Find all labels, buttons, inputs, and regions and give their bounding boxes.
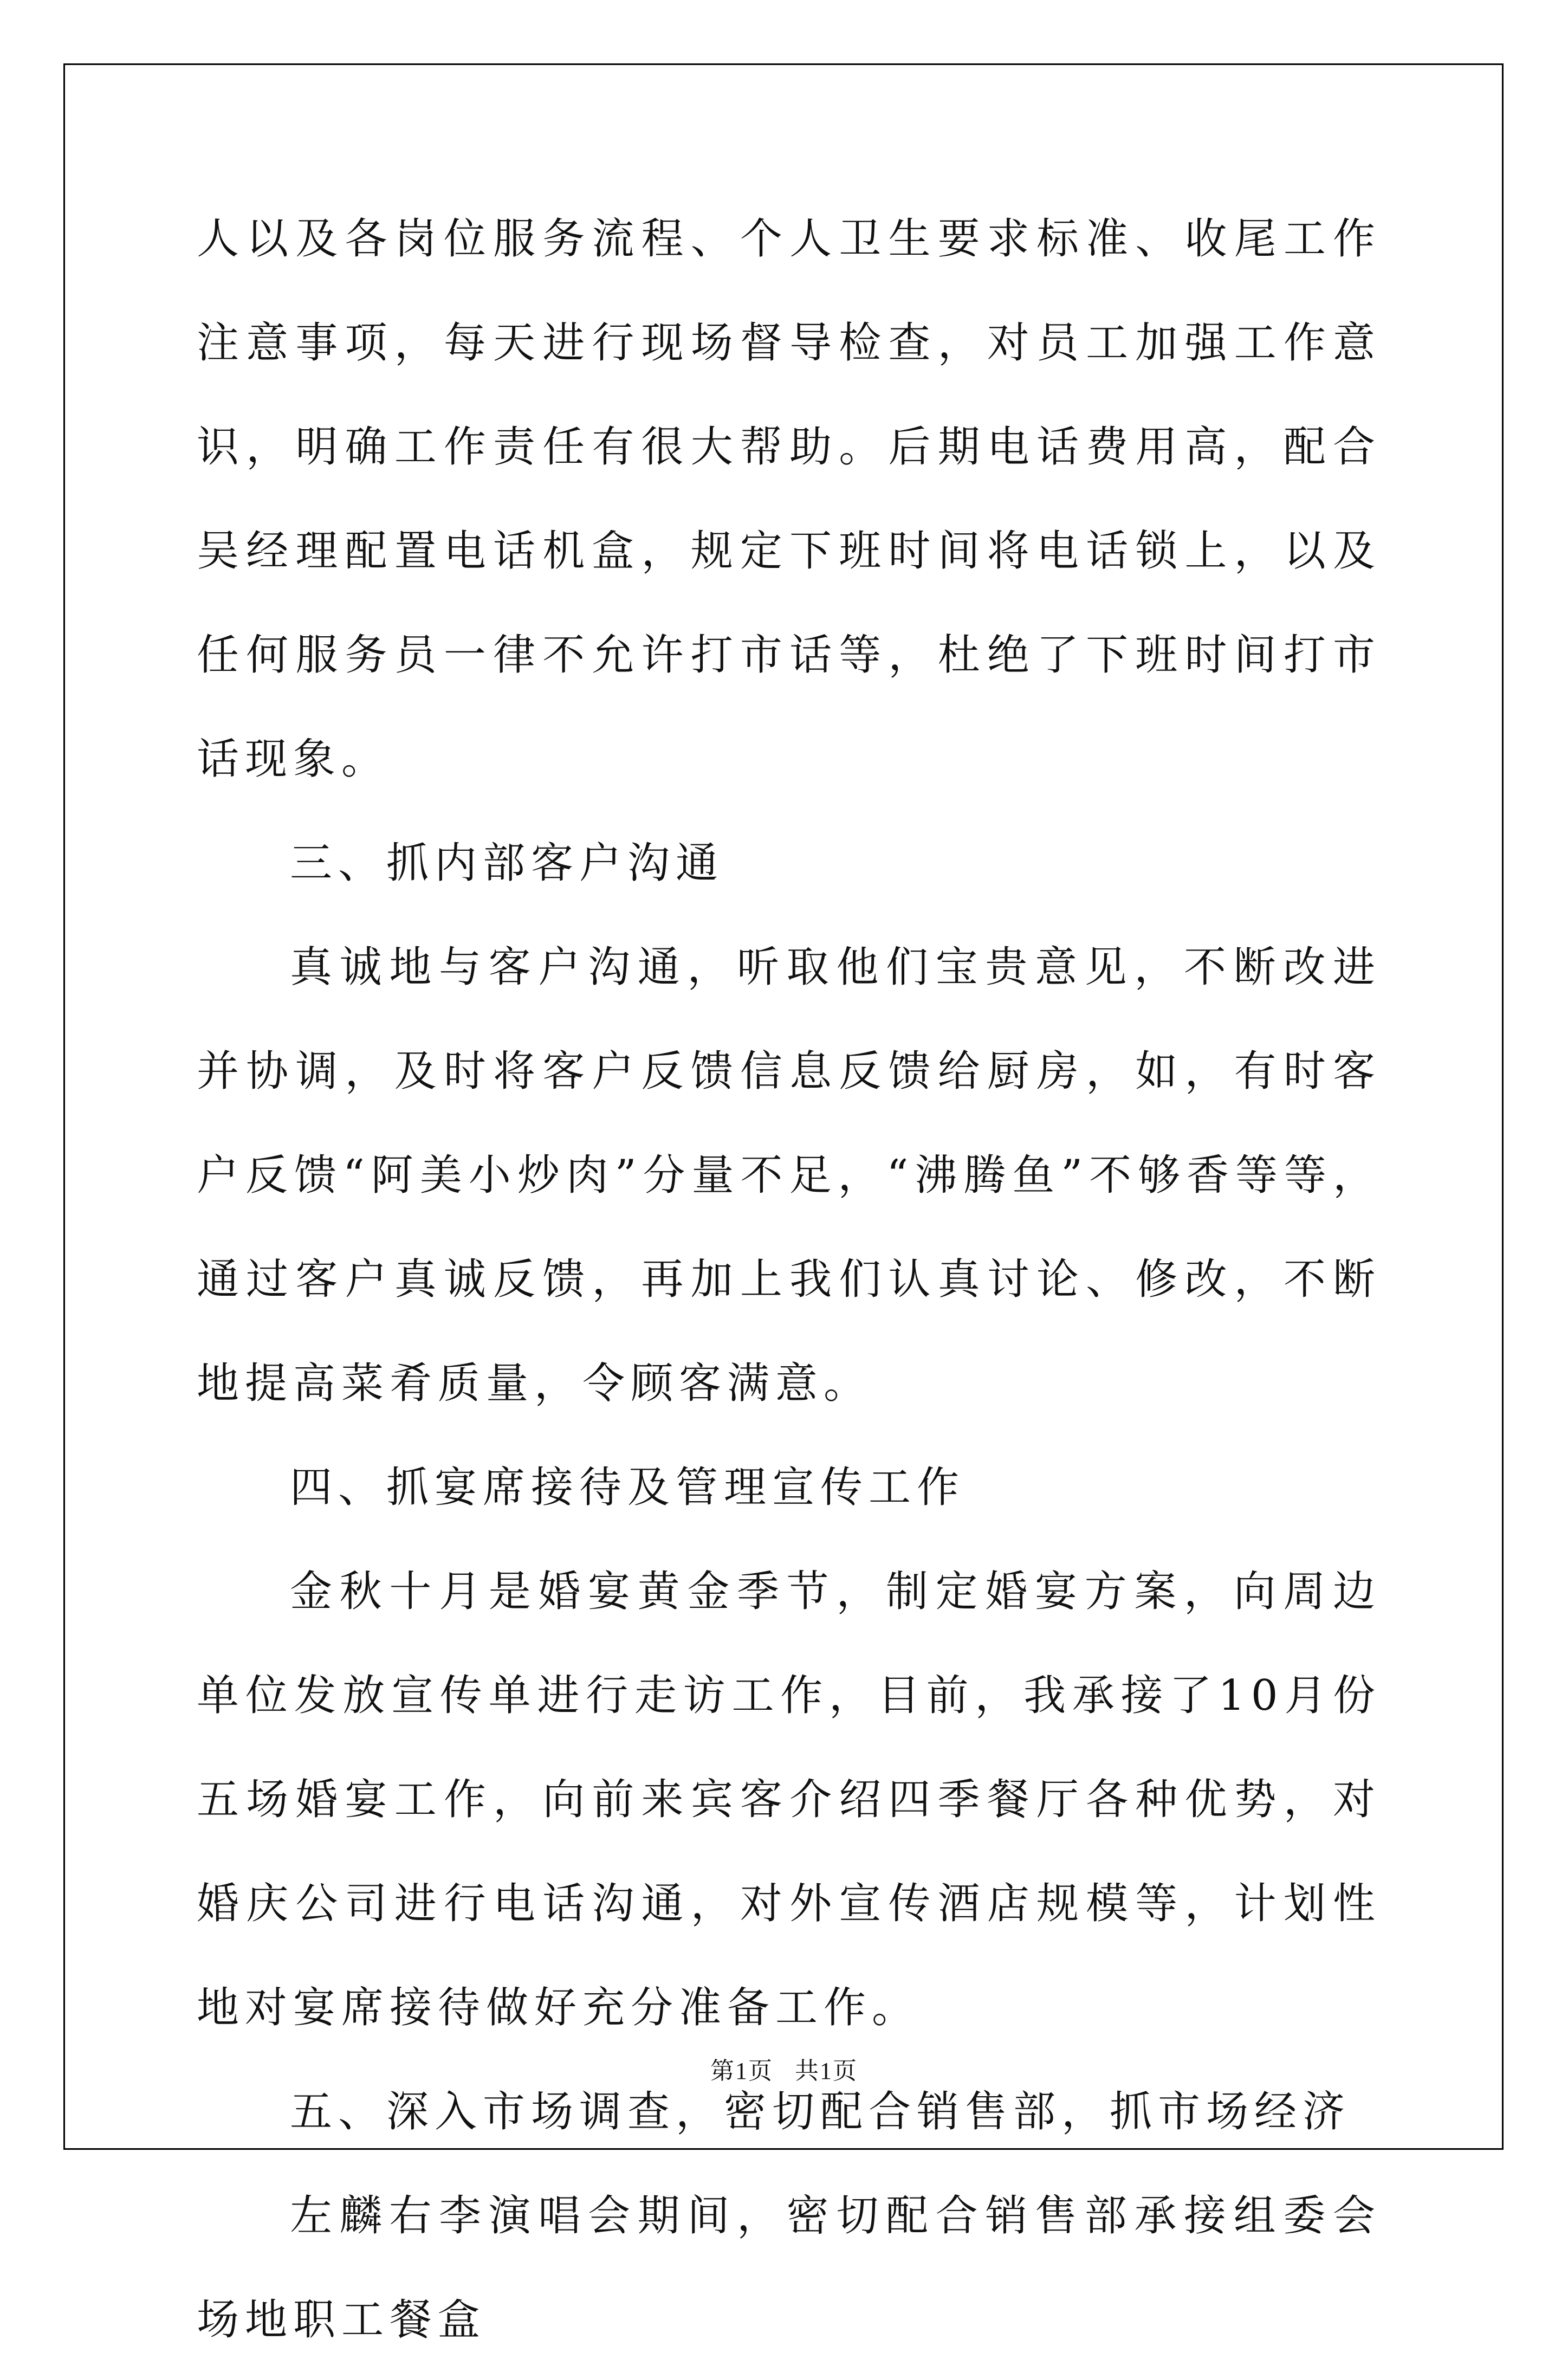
paragraph-banquet-work: 金秋十月是婚宴黄金季节，制定婚宴方案，向周边单位发放宣传单进行走访工作，目前，我承接了10月份五场婚宴工作，向前来宾客介绍四季餐厅各种优势，对婚庆公司进行电话沟通，对外宣传酒店规模等，计划性地对宴席接待做好充分准备工作。 bbox=[197, 1567, 1381, 2032]
paragraph-service-process: 人以及各岗位服务流程、个人卫生要求标准、收尾工作注意事项，每天进行现场督导检查，对员工加强工作意识，明确工作责任有很大帮助。后期电话费用高，配合吴经理配置电话机盒，规定下班时间将电话锁上，以及任何服务员一律不允许打市话等，杜绝了下班时间打市话现象。 bbox=[197, 215, 1381, 784]
page-footer bbox=[0, 2051, 1568, 2086]
section-heading-5: 五、深入市场调查，密切配合销售部，抓市场经济 bbox=[290, 2087, 1351, 2136]
page-total: 共1页 bbox=[795, 2058, 858, 2084]
section-heading-3: 三、抓内部客户沟通 bbox=[290, 839, 724, 888]
section-heading-4: 四、抓宴席接待及管理宣传工作 bbox=[290, 1463, 966, 1512]
paragraph-customer-communication: 真诚地与客户沟通，听取他们宝贵意见，不断改进并协调，及时将客户反馈信息反馈给厨房，如，有时客户反馈“阿美小炒肉”分量不足，“沸腾鱼”不够香等等，通过客户真诚反馈，再加上我们认真讨论、修改，不断地提高菜肴质量，令顾客满意。 bbox=[197, 943, 1381, 1408]
page-number: 第1页 bbox=[710, 2058, 773, 2084]
paragraph-concert-catering: 左麟右李演唱会期间，密切配合销售部承接组委会场地职工餐盒 bbox=[197, 2192, 1381, 2344]
document-body bbox=[197, 187, 1381, 2372]
